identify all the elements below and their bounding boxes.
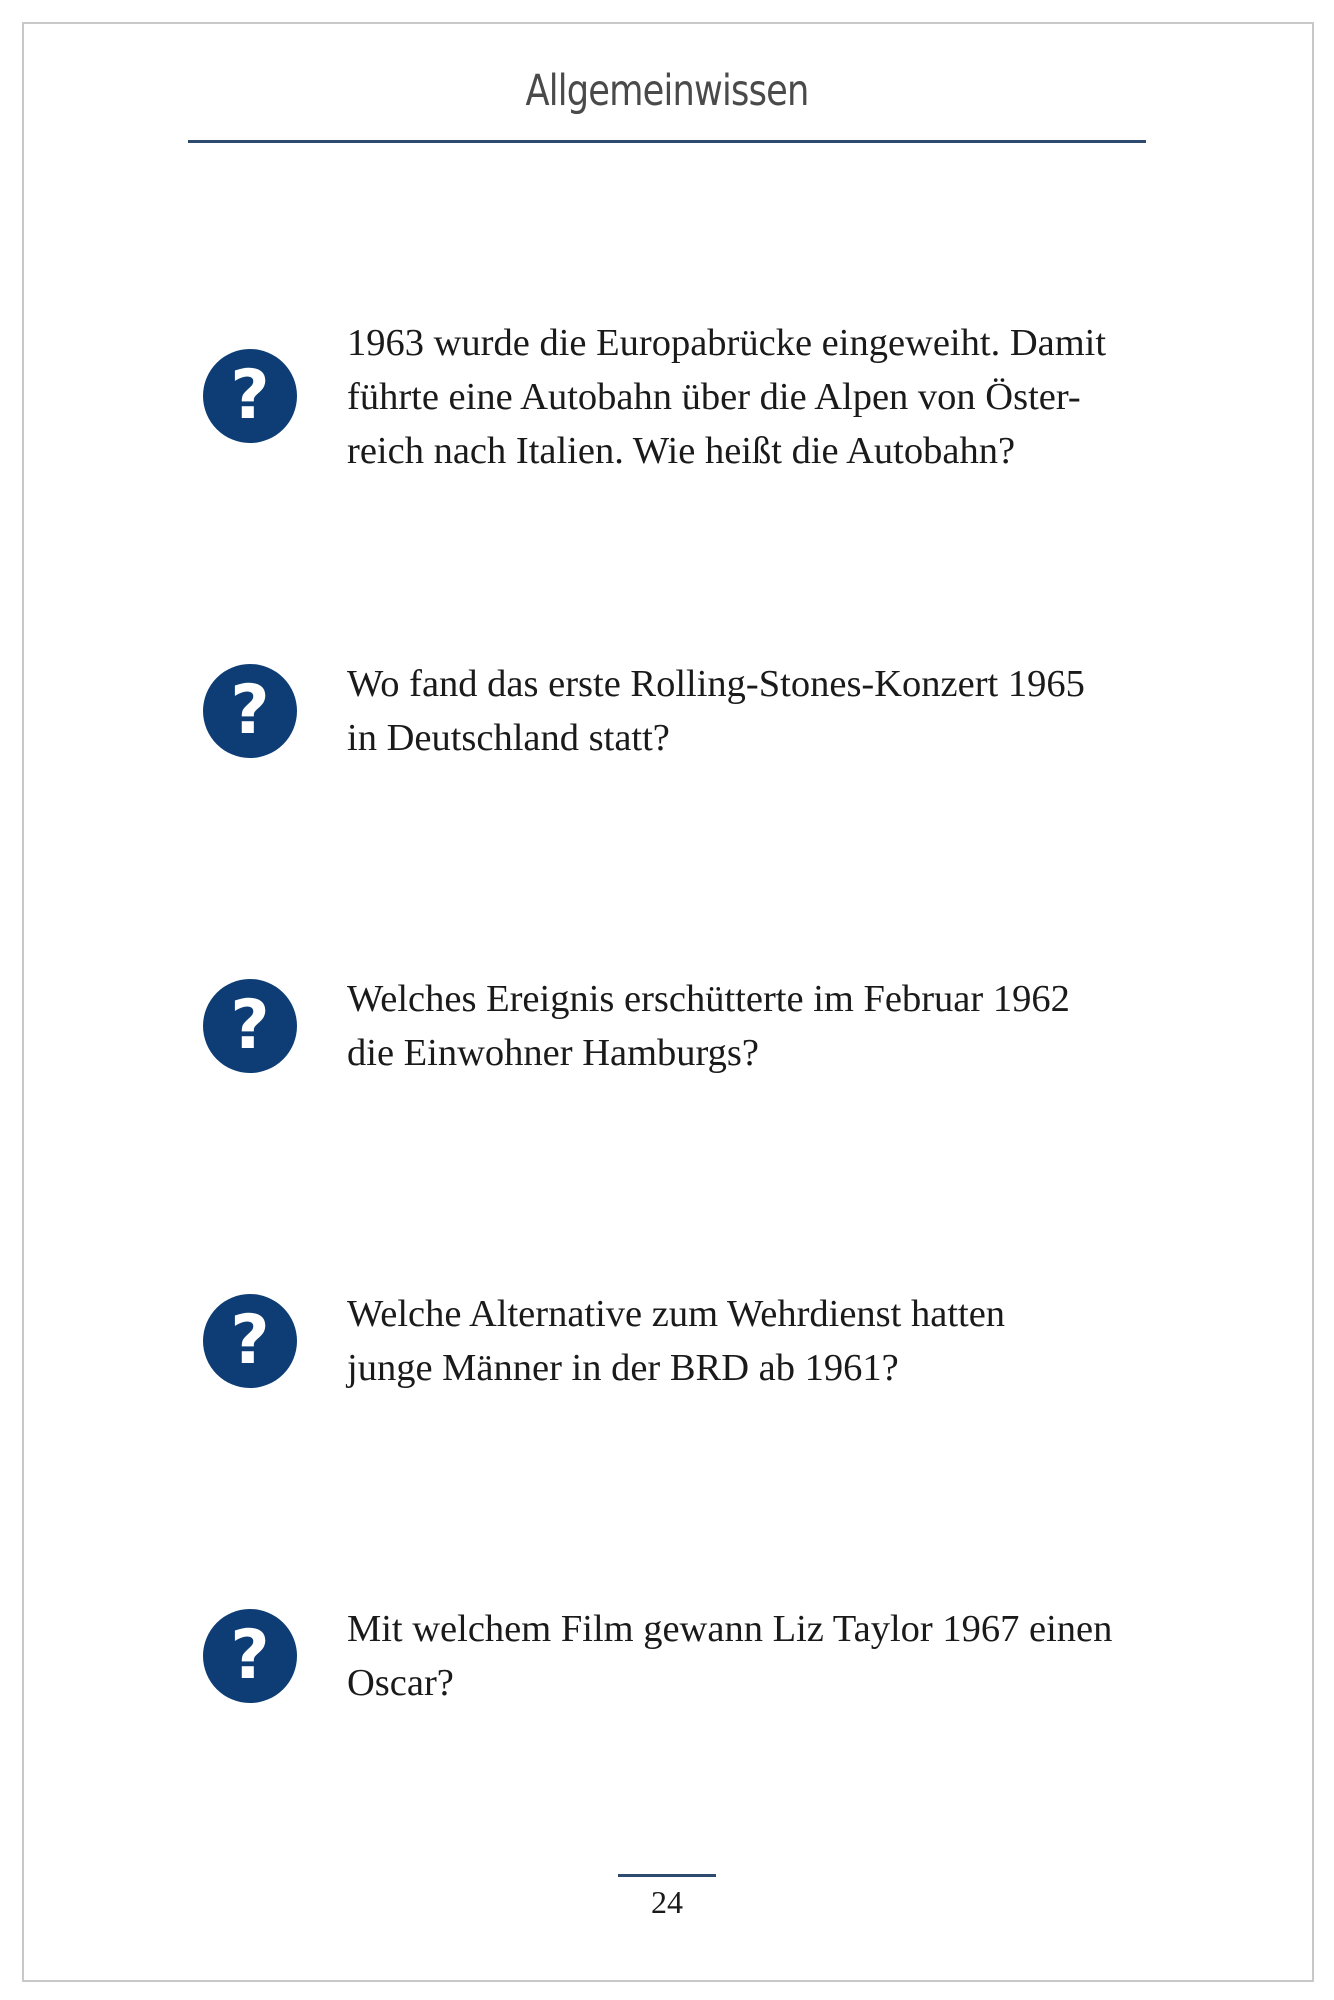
page-number: 24 xyxy=(651,1884,683,1920)
question-text: Welches Ereignis erschütterte im Februar 1962 die Einwohner Hamburgs? xyxy=(347,978,1070,1074)
page-title: Allgemeinwissen xyxy=(525,66,809,116)
question-mark-icon: ? xyxy=(203,1294,297,1388)
question-mark-icon: ? xyxy=(203,349,297,443)
question-text: 1963 wurde die Europabrücke eingeweiht. Damit führte eine Autobahn über die Alpen von Öster- reich nach Italien. Wie heißt die Autobahn? xyxy=(347,322,1107,472)
question-mark-icon: ? xyxy=(203,664,297,758)
question-text: Welche Alternative zum Wehrdienst hatten junge Männer in der BRD ab 1961? xyxy=(347,1293,1006,1389)
header-divider xyxy=(188,140,1146,143)
question-text: Mit welchem Film gewann Liz Taylor 1967 einen Oscar? xyxy=(347,1608,1113,1704)
question-text: Wo fand das erste Rolling-Stones-Konzert 1965 in Deutschland statt? xyxy=(347,663,1085,759)
question-mark-icon: ? xyxy=(203,1609,297,1703)
footer-divider xyxy=(618,1874,716,1877)
question-mark-icon: ? xyxy=(203,979,297,1073)
